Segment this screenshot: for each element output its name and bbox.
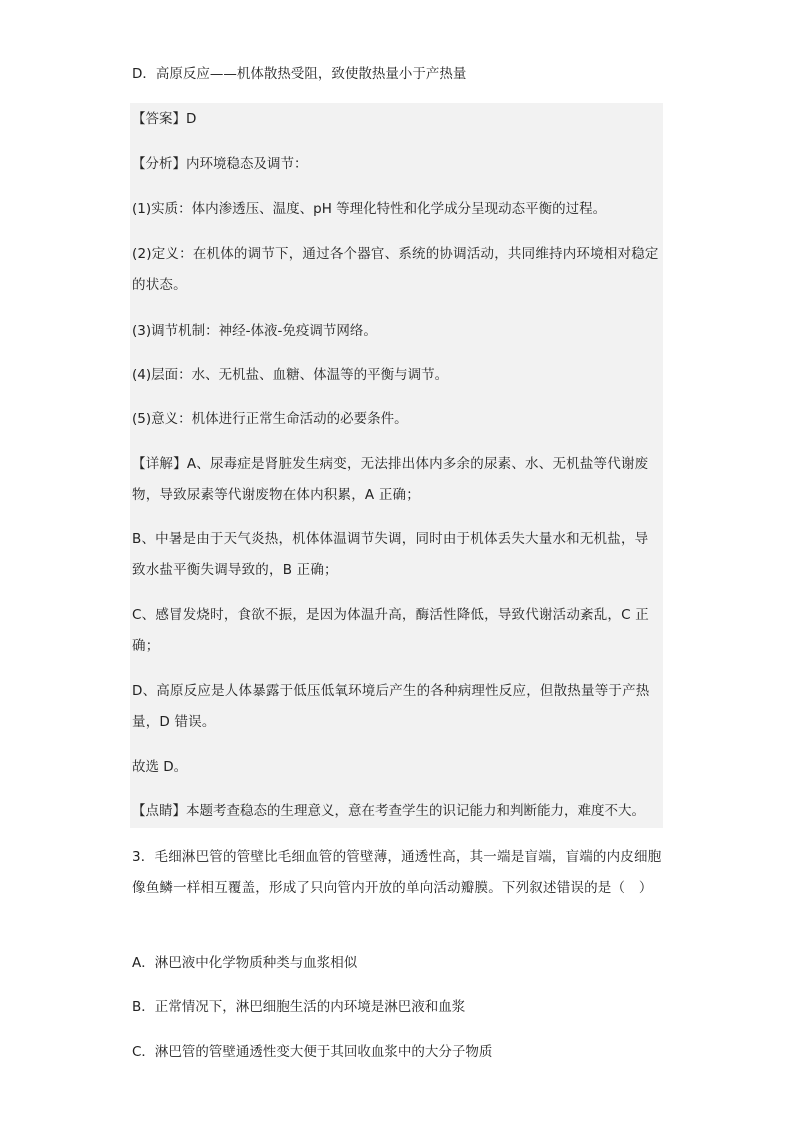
- detail-a: [132, 449, 662, 511]
- analysis-title: 内环境稳态及调节：: [186, 156, 308, 172]
- detail-d: D、高原反应是人体暴露于低压低氧环境后产生的各种病理性反应，但散热量等于产热量，D 错误。: [132, 683, 650, 730]
- answer-value: D: [186, 111, 197, 127]
- comment-tag: 【点睛】: [132, 803, 186, 819]
- question-3-option-c: C．淋巴管的管壁通透性变大便于其回收血浆中的大分子物质: [132, 1044, 493, 1060]
- analysis-item-2: (2)定义：在机体的调节下，通过各个器官、系统的协调活动，共同维持内环境相对稳定的状态。: [132, 246, 659, 293]
- analysis-item-5: (5)意义：机体进行正常生命活动的必要条件。: [132, 411, 408, 427]
- answer-line: [132, 104, 662, 135]
- comment-line: [132, 796, 662, 827]
- detail-tag: 【详解】: [132, 456, 187, 472]
- analysis-heading: [132, 149, 662, 180]
- comment-text: 本题考查稳态的生理意义，意在考查学生的识记能力和判断能力，难度不大。: [186, 803, 645, 819]
- analysis-item-3: (3)调节机制：神经-体液-免疫调节网络。: [132, 323, 377, 339]
- analysis-item-1: (1)实质：体内渗透压、温度、pH 等理化特性和化学成分呈现动态平衡的过程。: [132, 201, 607, 217]
- option-d-previous: D．高原反应——机体散热受阻，致使散热量小于产热量: [132, 66, 467, 82]
- detail-b: B、中暑是由于天气炎热，机体体温调节失调，同时由于机体丢失大量水和无机盐，导致水盐平衡失调导致的，B 正确；: [132, 531, 649, 578]
- detail-c: C、感冒发烧时，食欲不振，是因为体温升高，酶活性降低，导致代谢活动紊乱，C 正确；: [132, 607, 649, 654]
- question-3-stem: 3．毛细淋巴管的管壁比毛细血管的管壁薄，通透性高，其一端是盲端，盲端的内皮细胞像鱼鳞一样相互覆盖，形成了只向管内开放的单向活动瓣膜。下列叙述错误的是（ ）: [132, 849, 662, 896]
- question-3-option-a: A．淋巴液中化学物质种类与血浆相似: [132, 955, 358, 971]
- answer-tag: 【答案】: [132, 111, 186, 127]
- analysis-item-4: (4)层面：水、无机盐、血糖、体温等的平衡与调节。: [132, 367, 449, 383]
- question-3-option-b: B．正常情况下，淋巴细胞生活的内环境是淋巴液和血浆: [132, 999, 466, 1015]
- detail-a-text: A、尿毒症是肾脏发生病变，无法排出体内多余的尿素、水、无机盐等代谢废物，导致尿素等代谢废物在体内积累，A 正确；: [132, 456, 649, 503]
- analysis-tag: 【分析】: [132, 156, 186, 172]
- detail-conclusion: 故选 D。: [132, 759, 188, 775]
